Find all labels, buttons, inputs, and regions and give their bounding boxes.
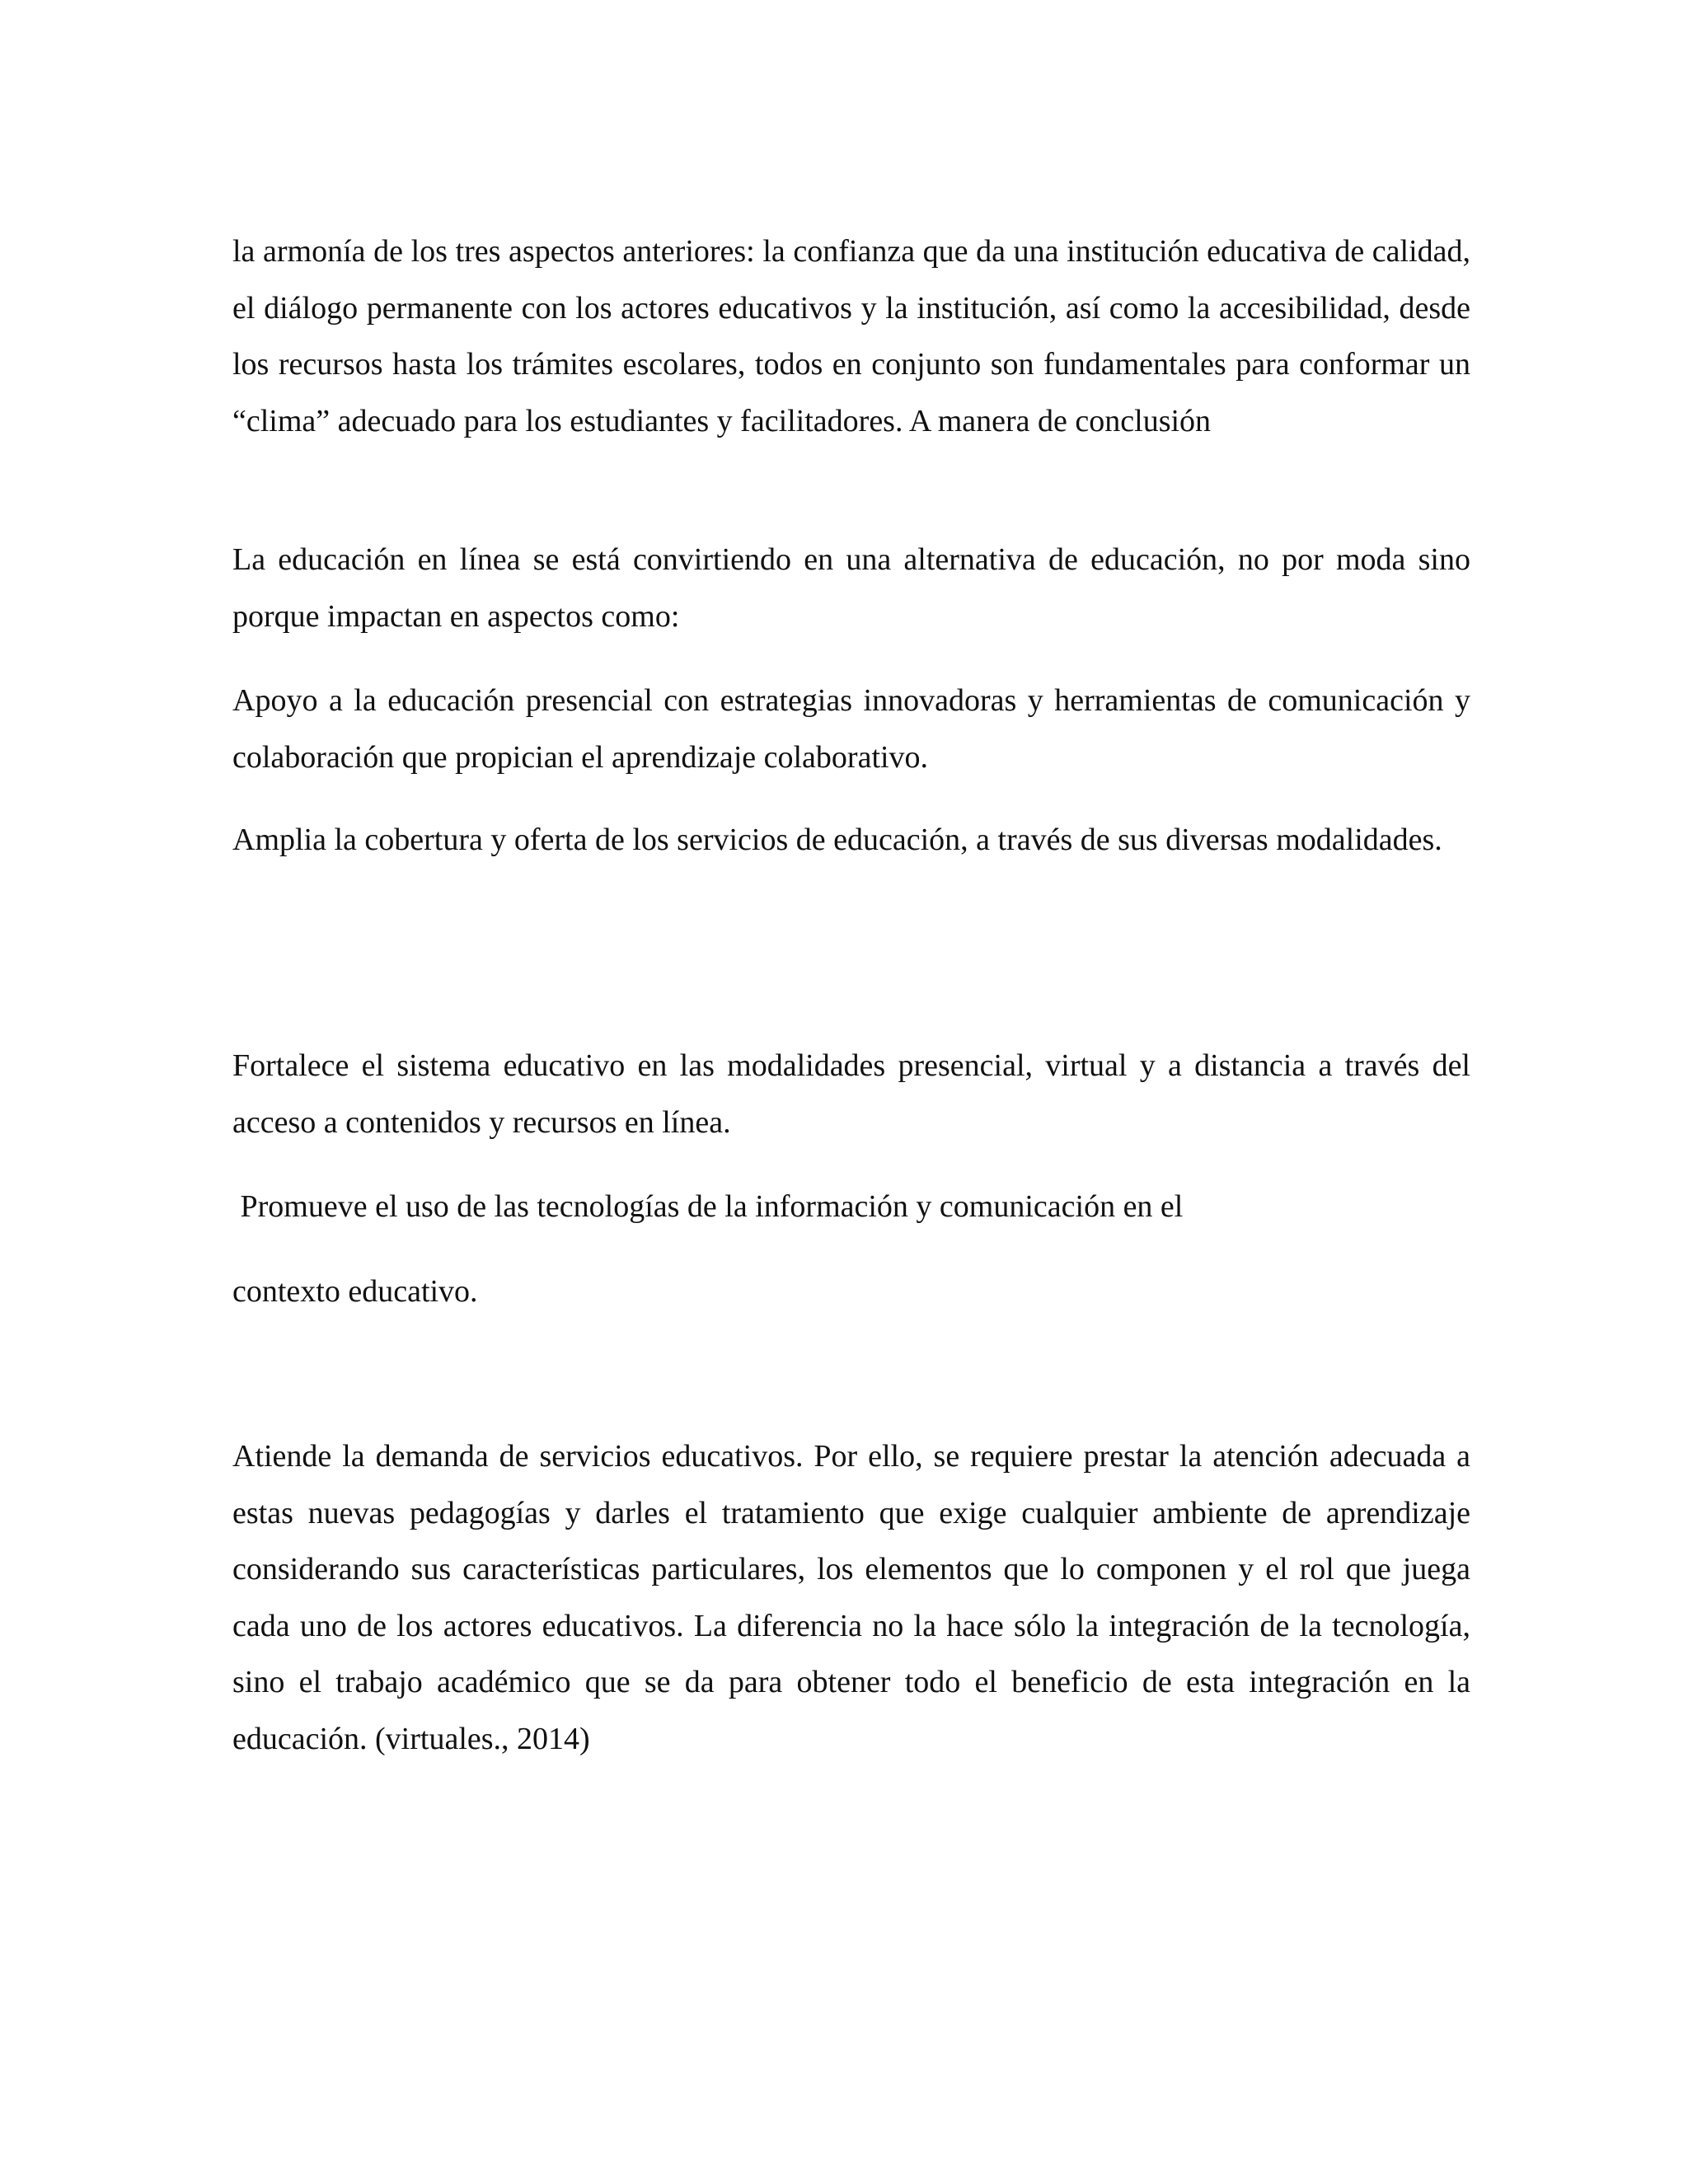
paragraph-promueve-tecnologias: Promueve el uso de las tecnologías de la información y comunicación en el	[232, 1189, 1184, 1224]
paragraph-clima-conclusion: la armonía de los tres aspectos anteriores: la confianza que da una institución educativa de calidad, el diálogo permanente con los actores educativos y la institución, así como la accesibilidad, desde los recursos hasta los trámites escolares, todos en conjunto son fundamentales para conformar un “clima” adecuado para los estudiantes y facilitadores. A manera de conclusión	[232, 234, 1470, 438]
paragraph-apoyo-educacion-presencial: Apoyo a la educación presencial con estrategias innovadoras y herramientas de comunicación y colaboración que propician el aprendizaje colaborativo.	[232, 683, 1470, 775]
paragraph-fortalece-sistema: Fortalece el sistema educativo en las modalidades presencial, virtual y a distancia a través del acceso a contenidos y recursos en línea.	[232, 1048, 1470, 1140]
paragraph-atiende-demanda: Atiende la demanda de servicios educativos. Por ello, se requiere prestar la atención adecuada a estas nuevas pedagogías y darles el tratamiento que exige cualquier ambiente de aprendizaje considerando sus características particulares, los elementos que lo componen y el rol que juega cada uno de los actores educativos. La diferencia no la hace sólo la integración de la tecnología, sino el trabajo académico que se da para obtener todo el beneficio de esta integración en la educación. (virtuales., 2014)	[232, 1439, 1470, 1756]
paragraph-amplia-cobertura: Amplia la cobertura y oferta de los servicios de educación, a través de sus diversas modalidades.	[232, 823, 1442, 857]
paragraph-contexto-educativo: contexto educativo.	[232, 1274, 478, 1309]
paragraph-educacion-en-linea-intro: La educación en línea se está convirtiendo en una alternativa de educación, no por moda sino porque impactan en aspectos como:	[232, 542, 1470, 634]
